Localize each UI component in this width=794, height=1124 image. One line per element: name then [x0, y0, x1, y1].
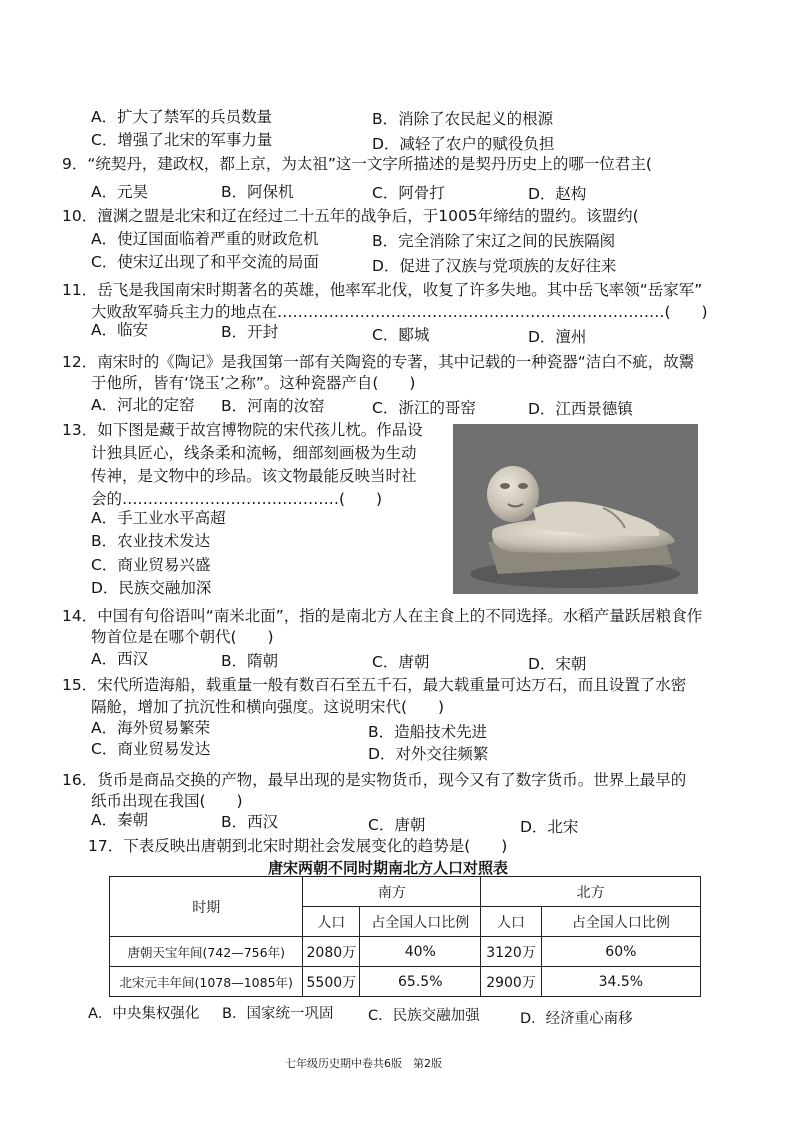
q9-stem: 9．“统契丹，建政权，都上京，为太祖”这一文字所描述的是契丹历史上的哪一位君主(: [62, 155, 652, 173]
q11-option-b: B．开封: [221, 323, 279, 341]
q12-option-c: C．浙江的哥窑: [372, 399, 476, 417]
table-header-row: [110, 877, 701, 907]
q13-stem-line4: 会的……………………………………( ): [91, 490, 383, 508]
row-period: 北宋元丰年间(1078—1085年): [110, 967, 303, 997]
header-north-ratio: 占全国人口比例: [541, 907, 700, 937]
row-north-pop: 2900万: [481, 967, 541, 997]
q14-option-b: B．隋朝: [221, 652, 279, 670]
q14-option-a: A．西汉: [91, 650, 149, 668]
q13-option-c: C．商业贸易兴盛: [91, 556, 211, 574]
q13-stem-line1: 13．如下图是藏于故宫博物院的宋代孩儿枕。作品设: [62, 421, 423, 439]
q14-stem-line1: 14．中国有句俗语叫“南米北面”，指的是南北方人在主食上的不同选择。水稻产量跃居粮食作: [62, 607, 703, 625]
q8-option-b: B．消除了农民起义的根源: [372, 110, 554, 128]
q16-option-d: D．北宋: [520, 818, 579, 836]
q10-option-b: B．完全消除了宋辽之间的民族隔阂: [372, 232, 616, 250]
q15-option-b: B．造船技术先进: [368, 723, 488, 741]
q10-option-c: C．使宋辽出现了和平交流的局面: [91, 253, 319, 271]
row-south-pop: 5500万: [303, 967, 360, 997]
q11-stem-line1: 11．岳飞是我国南宋时期著名的英雄，他率军北伐，收复了许多失地。其中岳飞率领“岳家军”: [62, 281, 703, 299]
q17-option-b: B．国家统一巩固: [222, 1006, 334, 1022]
q17-option-d: D．经济重心南移: [520, 1011, 633, 1027]
q11-stem-line2: 大败敌军骑兵主力的地点在…………………………………………………………………( ): [91, 303, 708, 321]
table-row: [110, 967, 701, 997]
row-period: 唐朝天宝年间(742—756年): [110, 937, 303, 967]
q16-stem-line2: 纸币出现在我国( ): [91, 792, 243, 810]
row-south-ratio: 40%: [360, 937, 481, 967]
q14-option-c: C．唐朝: [372, 653, 430, 671]
q12-option-b: B．河南的汝窑: [221, 397, 325, 415]
q15-stem-line2: 隔舱，增加了抗沉性和横向强度。这说明宋代( ): [91, 698, 445, 716]
table-caption: 唐宋两朝不同时期南北方人口对照表: [268, 859, 509, 877]
q12-option-a: A．河北的定窑: [91, 396, 195, 414]
q12-option-d: D．江西景德镇: [528, 400, 633, 418]
q13-option-b: B．农业技术发达: [91, 532, 211, 550]
q10-option-a: A．使辽国面临着严重的财政危机: [91, 230, 319, 248]
q13-option-d: D．民族交融加深: [91, 579, 212, 597]
child-pillow-photo: [453, 424, 698, 594]
header-south-pop: 人口: [303, 907, 360, 937]
q13-stem-line2: 计独具匠心，线条柔和流畅，细部刻画极为生动: [91, 444, 417, 462]
header-south-ratio: 占全国人口比例: [360, 907, 481, 937]
q10-stem: 10．澶渊之盟是北宋和辽在经过二十五年的战争后，于1005年缔结的盟约。该盟约(: [62, 207, 639, 225]
q13-stem-line3: 传神，是文物中的珍品。该文物最能反映当时社: [91, 467, 417, 485]
q15-option-d: D．对外交往频繁: [368, 745, 489, 763]
q17-option-a: A．中央集权强化: [88, 1006, 200, 1022]
row-south-pop: 2080万: [303, 937, 360, 967]
q9-option-a: A．元昊: [91, 183, 149, 201]
row-north-ratio: 34.5%: [541, 967, 700, 997]
q8-option-a: A．扩大了禁军的兵员数量: [91, 108, 273, 126]
header-north: 北方: [481, 877, 701, 907]
q17-stem: 17．下表反映出唐朝到北宋时期社会发展变化的趋势是( ): [88, 837, 508, 855]
row-north-ratio: 60%: [541, 937, 700, 967]
q9-option-b: B．阿保机: [221, 183, 294, 201]
q16-stem-line1: 16．货币是商品交换的产物，最早出现的是实物货币，现今又有了数字货币。世界上最早的: [62, 771, 687, 789]
q15-option-a: A．海外贸易繁荣: [91, 719, 211, 737]
q9-option-c: C．阿骨打: [372, 184, 445, 202]
q16-option-a: A．秦朝: [91, 811, 149, 829]
q8-option-c: C．增强了北宋的军事力量: [91, 131, 273, 149]
q16-option-b: B．西汉: [221, 813, 279, 831]
q11-option-d: D．澶州: [528, 328, 587, 346]
page-footer: 七年级历史期中卷共6版 第2版: [285, 1057, 442, 1070]
q12-stem-line1: 12．南宋时的《陶记》是我国第一部有关陶瓷的专著，其中记载的一种瓷器“洁白不疵，故鬻: [62, 353, 695, 371]
q14-option-d: D．宋朝: [528, 655, 587, 673]
child-pillow-illustration: [453, 424, 698, 594]
q14-stem-line2: 物首位是在哪个朝代( ): [91, 628, 274, 646]
population-table: [109, 876, 701, 997]
q13-option-a: A．手工业水平高超: [91, 509, 226, 527]
q15-stem-line1: 15．宋代所造海船，载重量一般有数百石至五千石，最大载重量可达万石，而且设置了水密: [62, 676, 687, 694]
header-north-pop: 人口: [481, 907, 541, 937]
q8-option-d: D．减轻了农户的赋役负担: [372, 135, 555, 153]
header-south: 南方: [303, 877, 481, 907]
q16-option-c: C．唐朝: [368, 816, 426, 834]
q11-option-a: A．临安: [91, 321, 149, 339]
q9-option-d: D．赵构: [528, 185, 587, 203]
q12-stem-line2: 于他所，皆有‘饶玉’之称”。这种瓷器产自( ): [91, 374, 416, 392]
table-row: [110, 937, 701, 967]
q15-option-c: C．商业贸易发达: [91, 740, 211, 758]
q10-option-d: D．促进了汉族与党项族的友好往来: [372, 257, 617, 275]
q17-option-c: C．民族交融加强: [368, 1008, 480, 1024]
header-period: 时期: [110, 877, 303, 937]
row-south-ratio: 65.5%: [360, 967, 481, 997]
row-north-pop: 3120万: [481, 937, 541, 967]
q11-option-c: C．郾城: [372, 326, 430, 344]
